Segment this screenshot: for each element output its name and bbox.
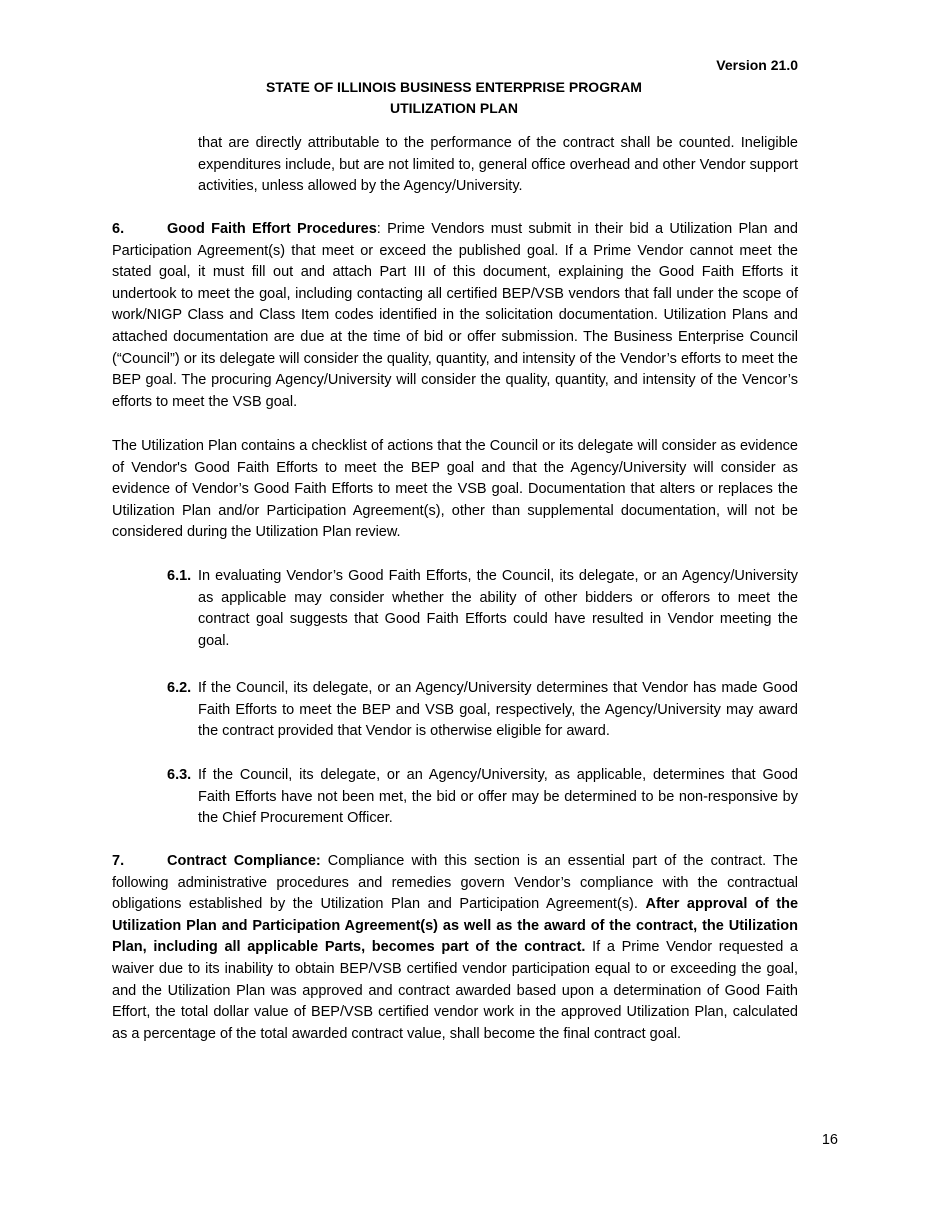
subsection-number: 6.3. xyxy=(167,767,192,783)
subsection-6-3 xyxy=(167,765,798,830)
section-6-text: : Prime Vendors must submit in their bid a Utilization Plan and Participation Agreement(s) that meet or exceed the published goal. If a Prime Vendor cannot meet the stated goal, it must fill out and attach Part III of this document, explaining the Good Faith Efforts it undertook to meet the goal, including contacting all certified BEP/VSB vendors that fall under the scope of work/NIGP Class and Class Item codes identified in the solicitation documentation. Utilization Plans and attached documentation are due at the time of bid or offer submission. The Business Enterprise Council (“Council”) or its delegate will consider the quality, quantity, and intensity of the Vendor’s efforts to meet the BEP goal. The procuring Agency/University will consider the quality, quantity, and intensity of the Vencor’s efforts to meet the VSB goal. xyxy=(112,221,798,410)
subsection-number: 6.1. xyxy=(167,568,192,584)
section-7-bold-text: After approval of the Utilization Plan and Participation Agreement(s) as well as the award of the contract, the Utilization Plan, including all applicable Parts, becomes part of the contract. xyxy=(112,896,799,956)
section-7-heading: Contract Compliance: xyxy=(167,853,321,869)
section-6-number: 6. xyxy=(112,221,125,237)
subsection-6-2 xyxy=(167,678,798,743)
title-line-1: STATE OF ILLINOIS BUSINESS ENTERPRISE PROGRAM xyxy=(266,79,642,95)
section-7-text-part-2: If a Prime Vendor requested a waiver due to its inability to obtain BEP/VSB certified vendor participation equal to or exceeding the goal, and the Utilization Plan was approved and contract awarded based upon a determination of Good Faith Effort, the total dollar value of BEP/VSB certified vendor work in the approved Utilization Plan, calculated as a percentage of the total awarded contract value, shall become the final contract goal. xyxy=(112,939,798,1042)
continuation-paragraph: that are directly attributable to the performance of the contract shall be counted. Ineligible expenditures include, but are not limited to, general office overhead and other Vendor support activities, unless allowed by the Agency/University. xyxy=(198,135,798,195)
utilization-paragraph: The Utilization Plan contains a checklist of actions that the Council or its delegate will consider as evidence of Vendor's Good Faith Efforts to meet the BEP goal and that the Agency/University will consider as evidence of Vendor’s Good Faith Efforts to meet the VSB goal. Documentation that alters or replaces the Utilization Plan and/or Participation Agreement(s), other than supplemental documentation, will not be considered during the Utilization Plan review. xyxy=(112,438,798,541)
subsection-text: If the Council, its delegate, or an Agency/University determines that Vendor has made Good Faith Efforts to meet the BEP and VSB goal, respectively, the Agency/University may award the contract provided that Vendor is otherwise eligible for award. xyxy=(198,680,798,740)
subsection-6-1 xyxy=(167,566,798,652)
title-line-2: UTILIZATION PLAN xyxy=(389,100,519,116)
version-label: Version 21.0 xyxy=(716,57,798,73)
section-7-number: 7. xyxy=(112,853,125,869)
section-7-text-part-1: Compliance with this section is an essential part of the contract. The following administrative procedures and remedies govern Vendor’s compliance with the contractual obligations established by the Utilization Plan and Participation Agreement(s). xyxy=(112,853,798,913)
document-title xyxy=(0,77,908,119)
section-7-paragraph xyxy=(112,851,798,1045)
page-number: 16 xyxy=(821,1132,838,1148)
section-6-paragraph xyxy=(112,219,798,413)
subsection-text: If the Council, its delegate, or an Agency/University, as applicable, determines that Good Faith Efforts have not been met, the bid or offer may be determined to be non-responsive by the Chief Procurement Officer. xyxy=(198,767,798,827)
subsection-number: 6.2. xyxy=(167,680,192,696)
subsection-text: In evaluating Vendor’s Good Faith Efforts, the Council, its delegate, or an Agency/University as applicable may consider whether the ability of other bidders or offerors to meet the contract goal suggests that Good Faith Efforts could have resulted in Vendor meeting the goal. xyxy=(198,568,798,649)
section-6-heading: Good Faith Effort Procedures xyxy=(167,221,377,237)
